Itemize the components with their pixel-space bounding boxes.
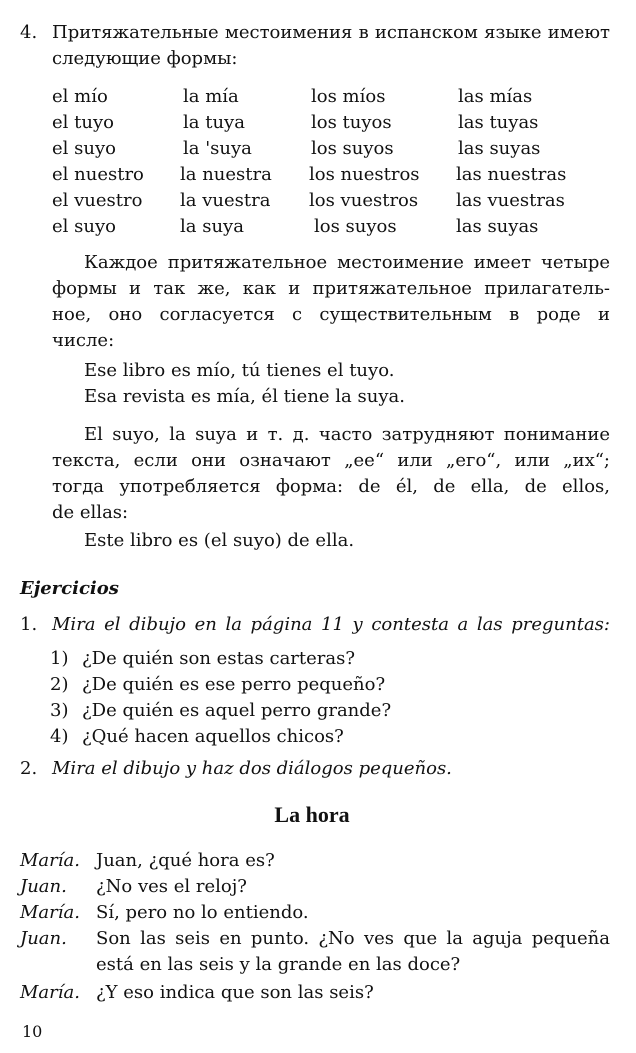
table-cell: las vuestras [456, 190, 565, 211]
question-text: ¿De quién es ese perro pequeño? [82, 674, 386, 695]
question-number: 3) [50, 700, 69, 721]
dialogue-title: La hora [274, 802, 350, 827]
table-cell: la mía [183, 86, 239, 107]
exercise-instruction: Mira el dibujo en la página 11 y contesta a las preguntas: [52, 614, 610, 635]
table-cell: los nuestros [309, 164, 420, 185]
table-cell: los vuestros [309, 190, 419, 211]
exercise-number: 2. [20, 758, 38, 779]
exercises-heading: Ejercicios [20, 578, 119, 599]
example-sentence: Esa revista es mía, él tiene la suya. [84, 386, 405, 407]
speaker-name: Juan. [20, 876, 67, 897]
table-cell: las tuyas [458, 112, 539, 133]
table-cell: las suyas [458, 138, 541, 159]
paragraph-line: Каждое притяжательное местоимение имеет четыре [84, 252, 610, 273]
speaker-name: María. [20, 982, 80, 1003]
exercise-instruction: Mira el dibujo y haz dos diálogos pequeños. [52, 758, 452, 779]
paragraph-line: формы и так же, как и притяжательное прилагатель- [52, 278, 610, 299]
page-number: 10 [22, 1022, 43, 1041]
dialogue-line: Sí, pero no lo entiendo. [96, 902, 309, 923]
paragraph-line: de ellas: [52, 502, 129, 523]
table-cell: la vuestra [180, 190, 271, 211]
table-cell: la nuestra [180, 164, 272, 185]
exercise-number: 1. [20, 614, 38, 635]
paragraph-line: текста, если они означают „ее“ или „его“, или „их“; [52, 450, 610, 471]
table-cell: el suyo [52, 138, 116, 159]
question-number: 1) [50, 648, 69, 669]
table-cell: los suyos [314, 216, 397, 237]
table-cell: los suyos [311, 138, 394, 159]
table-cell: las mías [458, 86, 533, 107]
table-cell: el tuyo [52, 112, 114, 133]
dialogue-line: Juan, ¿qué hora es? [96, 850, 275, 871]
intro-line: следующие формы: [52, 48, 238, 69]
table-cell: el mío [52, 86, 108, 107]
table-cell: el vuestro [52, 190, 143, 211]
speaker-name: María. [20, 850, 80, 871]
dialogue-line: ¿Y eso indica que son las seis? [96, 982, 374, 1003]
dialogue-line: Son las seis en punto. ¿No ves que la aguja pequeña [96, 928, 610, 949]
speaker-name: María. [20, 902, 80, 923]
paragraph-line: ное, оно согласуется с существительным в роде и [52, 304, 610, 325]
example-sentence: Este libro es (el suyo) de ella. [84, 530, 355, 551]
table-cell: el nuestro [52, 164, 144, 185]
dialogue-line: ¿No ves el reloj? [96, 876, 247, 897]
section-number: 4. [20, 22, 38, 43]
question-number: 4) [50, 726, 69, 747]
example-sentence: Ese libro es mío, tú tienes el tuyo. [84, 360, 395, 381]
question-text: ¿De quién son estas carteras? [82, 648, 356, 669]
table-cell: los míos [311, 86, 386, 107]
paragraph-line: тогда употребляется форма: de él, de ella, de ellos, [52, 476, 610, 497]
table-cell: las nuestras [456, 164, 567, 185]
table-cell: el suyo [52, 216, 116, 237]
table-cell: la tuya [183, 112, 245, 133]
table-cell: la 'suya [183, 138, 252, 159]
intro-line: Притяжательные местоимения в испанском языке имеют [52, 22, 610, 43]
speaker-name: Juan. [20, 928, 67, 949]
table-cell: las suyas [456, 216, 539, 237]
table-cell: los tuyos [311, 112, 392, 133]
question-text: ¿De quién es aquel perro grande? [82, 700, 392, 721]
dialogue-line: está en las seis y la grande en las doce? [96, 954, 461, 975]
paragraph-line: El suyo, la suya и т. д. часто затрудняют понимание [84, 424, 610, 445]
question-text: ¿Qué hacen aquellos chicos? [82, 726, 344, 747]
paragraph-line: числе: [52, 330, 115, 351]
question-number: 2) [50, 674, 69, 695]
table-cell: la suya [180, 216, 244, 237]
